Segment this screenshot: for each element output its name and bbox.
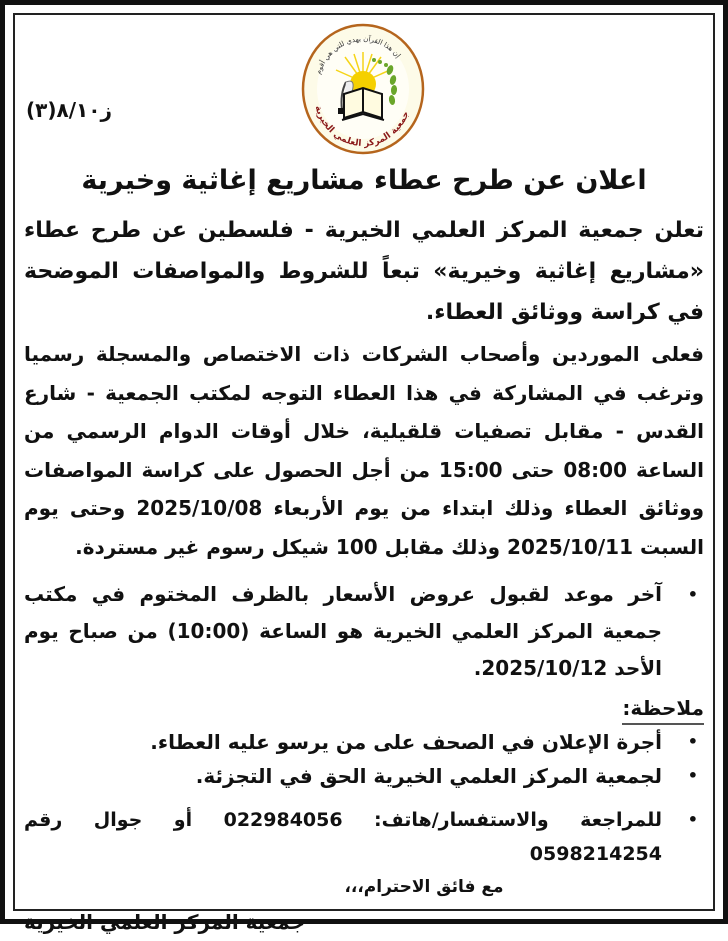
note-item [24, 725, 704, 759]
intro-paragraph: تعلن جمعية المركز العلمي الخيرية - فلسطين عن طرح عطاء «مشاريع إغاثية وخيرية» تبعاً للشروط والمواصفات الموضحة في كراسة ووثائق العطاء. [24, 218, 704, 325]
contact-text: للمراجعة والاستفسار/هاتف: 022984056 أو جوال رقم 0598214254 [24, 809, 662, 865]
note-text: أجرة الإعلان في الصحف على من يرسو عليه العطاء. [150, 730, 662, 754]
bullet-icon: • [687, 810, 698, 829]
contact-item [24, 803, 704, 871]
signature-text: جمعية المركز العلمي الخيرية [24, 910, 306, 934]
announcement-title: اعلان عن طرح عطاء مشاريع إغاثية وخيرية [81, 165, 647, 196]
svg-text:جمعية المركز العلمي الخيرية: جمعية المركز العلمي الخيرية [312, 104, 412, 150]
reference-number: ز٨/١٠(٣) [26, 98, 112, 122]
signature [24, 903, 704, 941]
note-item [24, 759, 704, 793]
deadline-text: آخر موعد لقبول عروض الأسعار بالظرف المختوم في مكتب جمعية المركز العلمي الخيرية هو الساعة (10:00) من صباح يوم الأحد 2025/10/12. [24, 582, 662, 680]
note-text: لجمعية المركز العلمي الخيرية الحق في التجزئة. [195, 764, 662, 788]
bullet-icon: • [687, 732, 698, 751]
announcement-body [24, 160, 704, 941]
organization-logo [300, 22, 426, 156]
bullet-icon: • [687, 766, 698, 785]
svg-text:إن هذا القرآن يهدي للتي هي أقو: إن هذا القرآن يهدي للتي هي أقوم [314, 34, 403, 76]
details-paragraph: فعلى الموردين وأصحاب الشركات ذات الاختصاص والمسجلة رسميا وترغب في المشاركة في هذا العطاء التوجه لمكتب الجمعية - شارع القدس - مقابل تصفيات قلقيلية، خلال أوقات الدوام الرسمي من الساعة 08:00 حتى 15:00 من أجل الحصول على كراسة المواصفات ووثائق العطاء وذلك ابتداء من يوم الأربعاء 2025/10/08 وحتى يوم السبت 2025/10/11 وذلك مقابل 100 شيكل رسوم غير مستردة. [24, 342, 704, 559]
logo-emblem-icon [300, 22, 426, 156]
closing-regards: مع فائق الاحترام،،، [344, 877, 504, 897]
deadline-list [24, 576, 704, 687]
notes-list [24, 725, 704, 871]
note-heading: ملاحظة: [622, 695, 704, 725]
bullet-icon: • [687, 585, 698, 604]
deadline-item [24, 576, 704, 687]
